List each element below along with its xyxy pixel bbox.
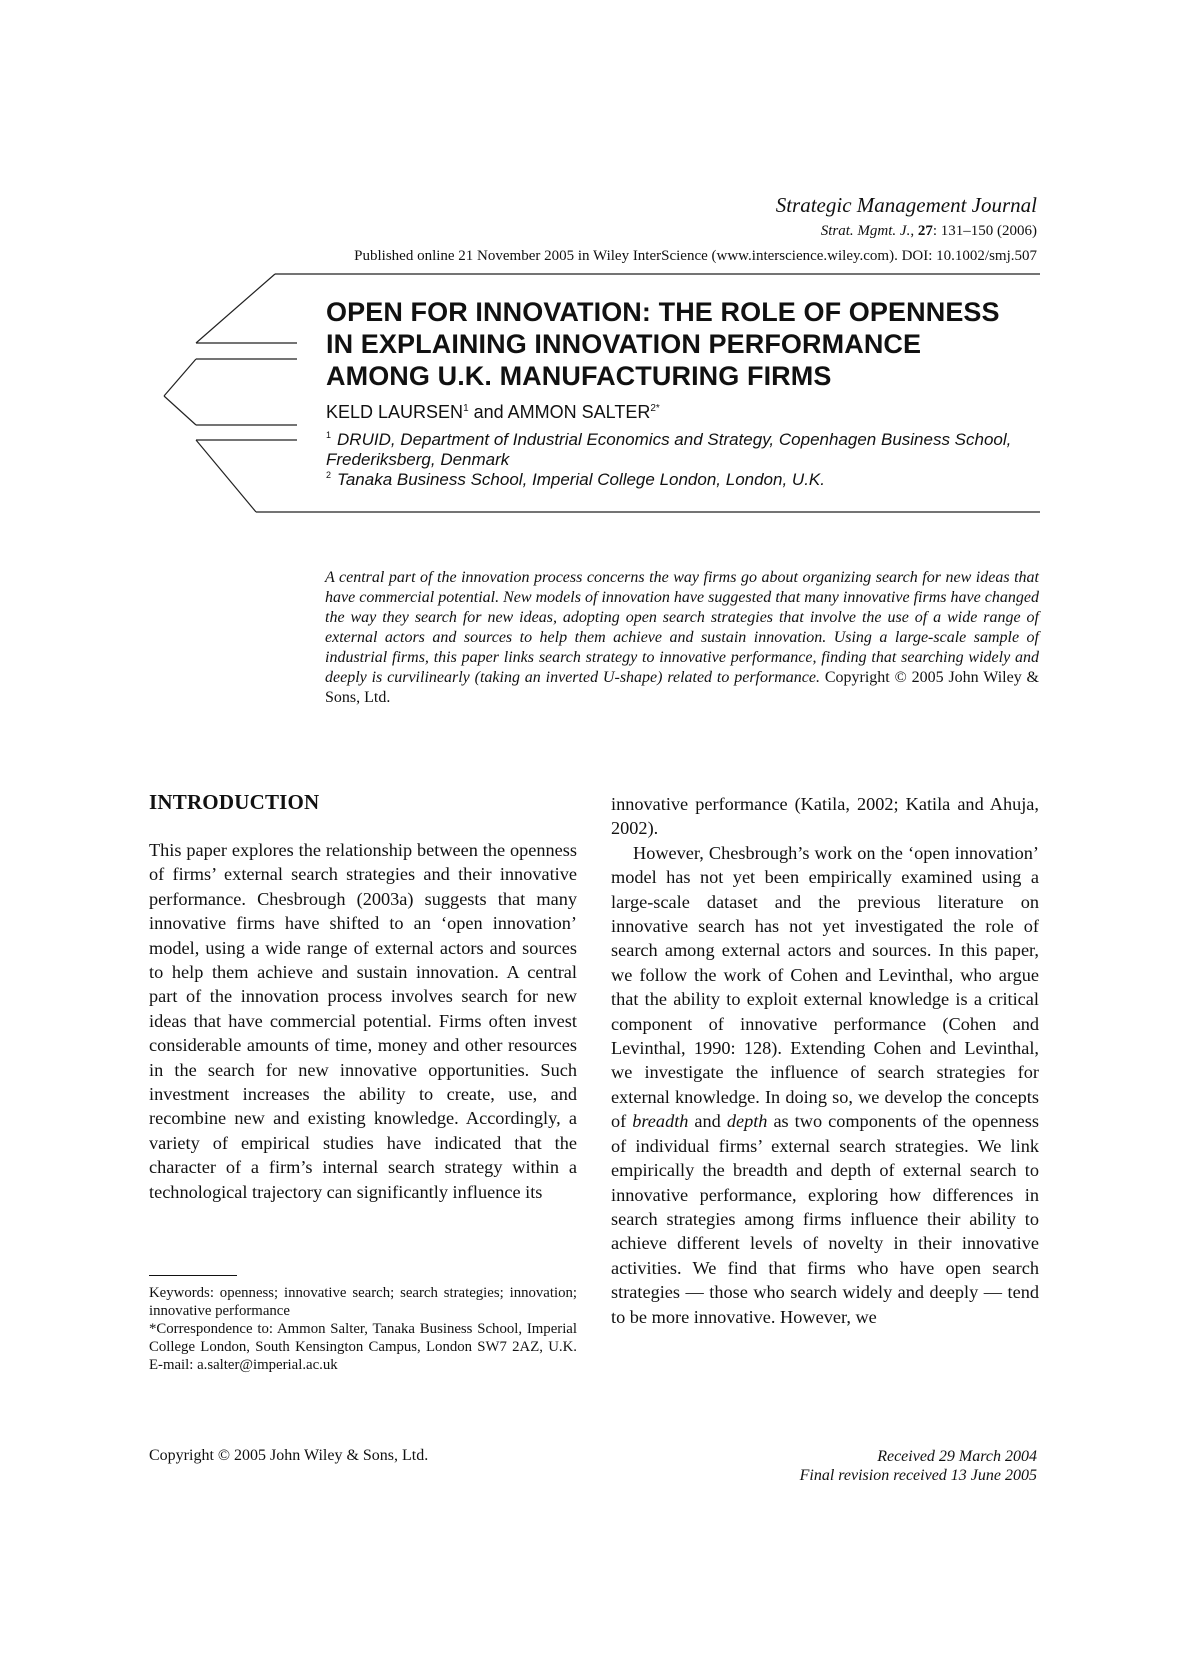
footnotes xyxy=(149,1284,577,1374)
affiliation-1: $^1$ DRUID, Department of Industrial Economics and Strategy, Copenhagen Business School, Frederiksberg, Denmark xyxy=(326,430,1012,469)
author-2: AMMON SALTER xyxy=(507,402,651,422)
received-dates xyxy=(800,1447,1037,1485)
abstract-text: A central part of the innovation process concerns the way firms go about organizing search for new ideas that have commercial potential. New models of innovation have suggested that many innovative firms have changed the way they search for new ideas, adopting open search strategies that involve the use of a wide range of external actors and sources to help them achieve and sustain innovation. Using a large-scale sample of industrial firms, this paper links search strategy to innovative performance, finding that searching widely and deeply is curvilinearly (taking an inverted U-shape) related to performance. xyxy=(325,569,1039,686)
keywords: Keywords: openness; innovative search; search strategies; innovation; innovative performance xyxy=(149,1285,577,1319)
authors xyxy=(326,402,660,423)
footnote-rule xyxy=(149,1275,237,1276)
author-and: and xyxy=(468,402,508,422)
journal-name: Strategic Management Journal xyxy=(775,193,1037,217)
author-1-affiliation-mark: 1 xyxy=(463,403,469,414)
citation-abbrev: Strat. Mgmt. J. xyxy=(820,223,911,239)
paragraph: However, Chesbrough’s work on the ‘open innovation’ model has not yet been empirically examined using a large-scale dataset and the previous literature on innovative search has not yet investigated the role of search among external actors and sources. In this paper, we follow the work of Cohen and Levinthal, who argue that the ability to exploit external knowledge is a critical component of innovative performance (Cohen and Levinthal, 1990: 128). Extending Cohen and Levinthal, we investigate the influence of search strategies for external knowledge. In doing so, we develop the concepts of breadth and depth as two components of the openness of individual firms’ external search strategies. We link empirically the breadth and depth of external search to innovative performance, exploring how differences in search strategies among firms influence their ability to achieve different levels of novelty in their innovative activities. We find that firms who have open search strategies — those who search widely and deeply — tend to be more innovative. However, we xyxy=(611,842,1039,1327)
paragraph: innovative performance (Katila, 2002; Katila and Ahuja, 2002). xyxy=(611,794,1039,839)
paragraph: This paper explores the relationship between the openness of firms’ external search strategies and their innovative performance. Chesbrough (2003a) suggests that many innovative firms have shifted to an ‘open innovation’ model, using a wide range of external actors and sources to help them achieve and sustain innovation. A central part of the innovation process involves search for new ideas that have commercial potential. Firms often invest considerable amounts of time, money and other resources in the search for new innovative opportunities. Such investment increases the ability to create, use, and recombine new and existing knowledge. Accordingly, a variety of empirical studies have indicated that the character of a firm’s internal search strategy within a technological trajectory can significantly influence its xyxy=(149,840,577,1202)
title-line: IN EXPLAINING INNOVATION PERFORMANCE xyxy=(326,329,922,359)
title-line: OPEN FOR INNOVATION: THE ROLE OF OPENNESS xyxy=(326,297,1000,327)
affiliation-2: $^2$ Tanaka Business School, Imperial College London, London, U.K. xyxy=(326,470,825,489)
correspondence: *Correspondence to: Ammon Salter, Tanaka Business School, Imperial College London, South Kensington Campus, London SW7 2AZ, U.K. E-mail: a.salter@imperial.ac.uk xyxy=(149,1321,577,1373)
footer-copyright: Copyright © 2005 John Wiley & Sons, Ltd. xyxy=(149,1447,429,1464)
affiliation-2-mark: 2 xyxy=(326,470,332,480)
received-date: Received 29 March 2004 xyxy=(877,1448,1037,1465)
section-heading: INTRODUCTION xyxy=(149,790,320,814)
citation: Strat. Mgmt. J., 27: 131–150 (2006) xyxy=(820,223,1037,239)
term-breadth: breadth xyxy=(632,1111,689,1132)
author-2-affiliation-mark: 2* xyxy=(650,403,660,414)
citation-volume: 27 xyxy=(917,223,933,239)
right-column xyxy=(611,792,1039,1329)
author-1: KELD LAURSEN xyxy=(326,402,464,422)
article-title xyxy=(326,296,1046,392)
left-column xyxy=(149,838,577,1204)
final-revision-date: Final revision received 13 June 2005 xyxy=(799,1467,1037,1484)
term-depth: depth xyxy=(726,1111,768,1132)
publication-info: Published online 21 November 2005 in Wiley InterScience (www.interscience.wiley.com). DOI: 10.1002/smj.507 xyxy=(354,248,1037,264)
citation-pages: : 131–150 (2006) xyxy=(932,223,1037,239)
abstract xyxy=(325,568,1039,708)
affiliation-1-mark: 1 xyxy=(326,430,332,440)
title-line: AMONG U.K. MANUFACTURING FIRMS xyxy=(326,361,832,391)
abstract-copyright: Copyright © 2005 John Wiley & Sons, Ltd. xyxy=(325,669,1039,706)
